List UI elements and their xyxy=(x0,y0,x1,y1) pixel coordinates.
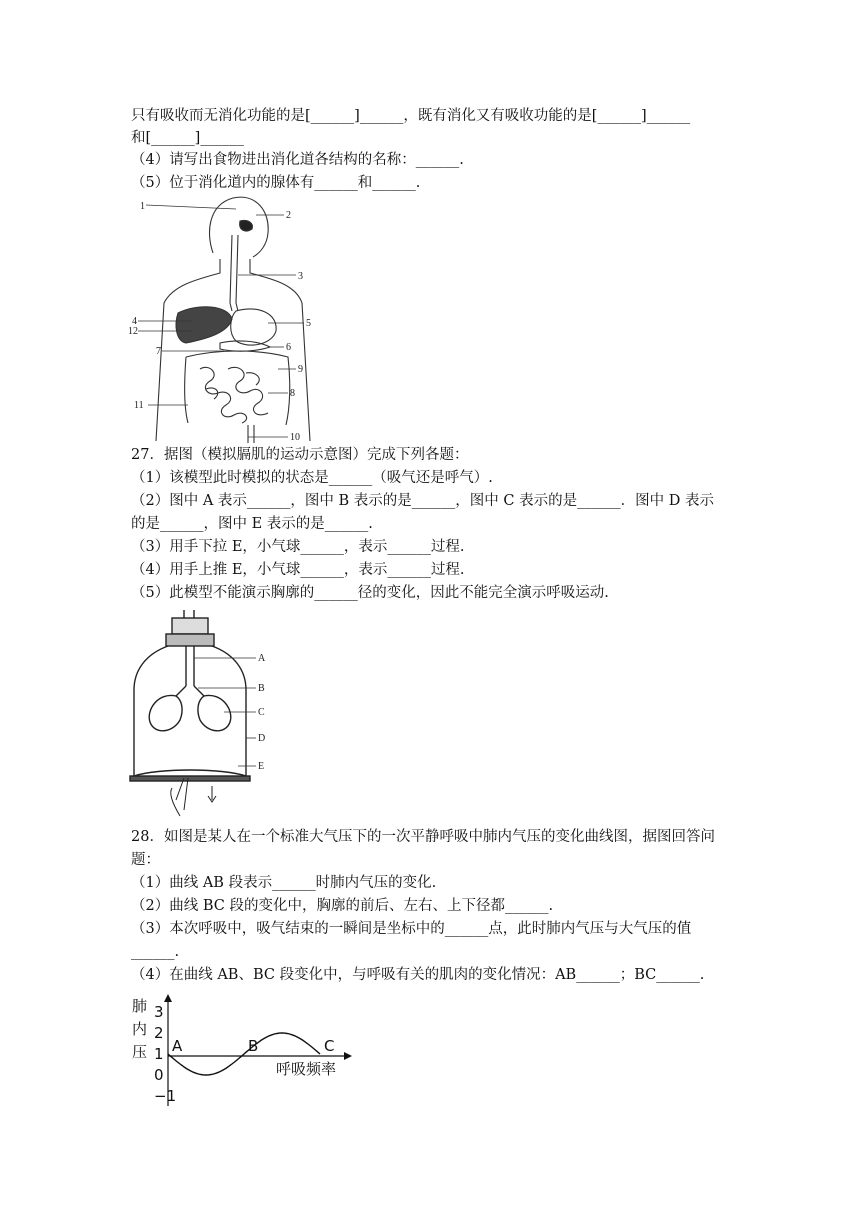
q27-title: 27．据图（模拟膈肌的运动示意图）完成下列各题： xyxy=(131,447,469,463)
q26-line-b: 和[______]______ xyxy=(131,130,244,146)
bell-jar-model-figure xyxy=(128,610,276,820)
chart-point-label: B xyxy=(248,1037,259,1055)
q27-q1: （1）该模型此时模拟的状态是______（吸气还是呼气）. xyxy=(131,470,493,486)
jar-label-b: B xyxy=(258,683,265,694)
chart-y-tick-label: −1 xyxy=(154,1087,177,1105)
q28-q2: （2）曲线 BC 段的变化中，胸廓的前后、左右、上下径都______. xyxy=(131,898,554,914)
digestive-label-6: 6 xyxy=(286,342,291,353)
chart-point-label: C xyxy=(324,1037,335,1055)
jar-label-e: E xyxy=(258,761,265,772)
lung-pressure-chart xyxy=(130,994,360,1114)
q27-q2a: （2）图中 A 表示______，图中 B 表示的是______，图中 C 表示的是______．图中 D 表示 xyxy=(131,493,714,509)
q26-line-a: 只有吸收而无消化功能的是[______]______，既有消化又有吸收功能的是[______]______ xyxy=(131,108,691,124)
digestive-label-10: 10 xyxy=(290,432,300,443)
digestive-label-4: 4 xyxy=(132,316,137,327)
digestive-label-5: 5 xyxy=(306,318,311,329)
digestive-label-7: 7 xyxy=(156,346,161,357)
digestive-label-11: 11 xyxy=(134,400,144,411)
chart-y-tick-label: 1 xyxy=(154,1045,164,1063)
chart-y-tick-label: 2 xyxy=(154,1024,164,1042)
digestive-label-9: 9 xyxy=(298,364,303,375)
jar-label-c: C xyxy=(258,707,265,718)
chart-point-label: A xyxy=(172,1037,183,1055)
chart-y-tick-label: 0 xyxy=(154,1066,164,1084)
digestive-label-8: 8 xyxy=(290,388,295,399)
q26-q4: （4）请写出食物进出消化道各结构的名称：______. xyxy=(131,152,464,168)
x-axis-arrow-icon xyxy=(344,1052,352,1060)
q26-q5: （5）位于消化道内的腺体有______和______. xyxy=(131,175,421,191)
q28-q4: （4）在曲线 AB、BC 段变化中，与呼吸有关的肌肉的变化情况：AB______；BC______. xyxy=(131,967,705,983)
digestive-label-3: 3 xyxy=(298,271,303,282)
chart-ylabel-char: 内 xyxy=(132,1020,148,1038)
digestive-label-2: 2 xyxy=(286,210,291,221)
q28-title-a: 28．如图是某人在一个标准大气压下的一次平静呼吸中肺内气压的变化曲线图，据图回答问 xyxy=(131,829,715,845)
chart-y-tick-label: 3 xyxy=(154,1003,164,1021)
q27-q3: （3）用手下拉 E，小气球______，表示______过程. xyxy=(131,539,465,555)
q28-title-b: 题： xyxy=(131,852,160,868)
q27-q5: （5）此模型不能演示胸廓的______径的变化，因此不能完全演示呼吸运动. xyxy=(131,585,609,601)
q28-q3a: （3）本次呼吸中，吸气结束的一瞬间是坐标中的______点，此时肺内气压与大气压的值 xyxy=(131,921,692,937)
jar-label-d: D xyxy=(258,733,266,744)
q27-q4: （4）用手上推 E，小气球______，表示______过程. xyxy=(131,562,465,578)
y-axis-arrow-icon xyxy=(164,994,172,1002)
chart-xlabel: 呼吸频率 xyxy=(276,1060,337,1078)
chart-ylabel-char: 压 xyxy=(132,1043,148,1061)
q28-q3b: ______. xyxy=(131,944,180,960)
q28-q1: （1）曲线 AB 段表示______时肺内气压的变化. xyxy=(131,875,437,891)
chart-ylabel-char: 肺 xyxy=(132,997,148,1015)
digestive-label-1: 1 xyxy=(140,201,145,212)
jar-label-a: A xyxy=(258,653,266,664)
digestive-system-figure xyxy=(128,193,320,443)
digestive-label-12: 12 xyxy=(128,326,138,337)
q27-q2b: 的是______，图中 E 表示的是______. xyxy=(131,516,373,532)
